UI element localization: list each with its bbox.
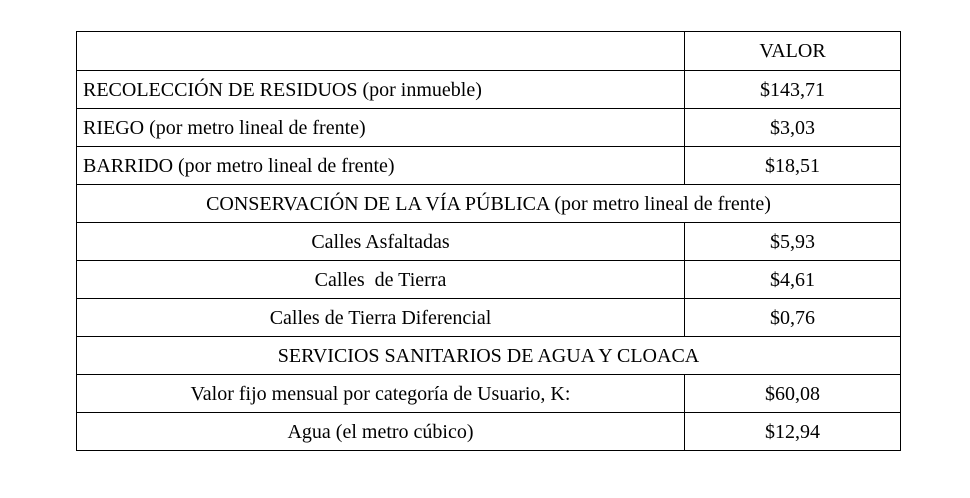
value-cell: $18,51	[685, 147, 901, 185]
table-row	[77, 109, 901, 147]
section-heading-cell: CONSERVACIÓN DE LA VÍA PÚBLICA (por metro lineal de frente)	[77, 185, 901, 223]
concept-cell: Calles Asfaltadas	[77, 223, 685, 261]
table-row	[77, 261, 901, 299]
concept-cell: Agua (el metro cúbico)	[77, 413, 685, 451]
header-concept-cell	[77, 32, 685, 71]
value-cell: $0,76	[685, 299, 901, 337]
concept-cell: Calles de Tierra Diferencial	[77, 299, 685, 337]
concept-cell: Valor fijo mensual por categoría de Usuario, K:	[77, 375, 685, 413]
value-cell: $5,93	[685, 223, 901, 261]
section-heading-cell: SERVICIOS SANITARIOS DE AGUA Y CLOACA	[77, 337, 901, 375]
value-cell: $143,71	[685, 71, 901, 109]
value-cell: $60,08	[685, 375, 901, 413]
concept-cell: Calles de Tierra	[77, 261, 685, 299]
value-cell: $3,03	[685, 109, 901, 147]
table-header-row	[77, 32, 901, 71]
table-row	[77, 375, 901, 413]
value-cell: $4,61	[685, 261, 901, 299]
section-row	[77, 185, 901, 223]
table-row	[77, 71, 901, 109]
table-row	[77, 413, 901, 451]
tariff-table	[76, 31, 901, 451]
concept-cell: RECOLECCIÓN DE RESIDUOS (por inmueble)	[77, 71, 685, 109]
concept-cell: BARRIDO (por metro lineal de frente)	[77, 147, 685, 185]
concept-cell: RIEGO (por metro lineal de frente)	[77, 109, 685, 147]
table-row	[77, 147, 901, 185]
value-cell: $12,94	[685, 413, 901, 451]
table-row	[77, 299, 901, 337]
table-row	[77, 223, 901, 261]
header-value-cell: VALOR	[685, 32, 901, 71]
section-row	[77, 337, 901, 375]
